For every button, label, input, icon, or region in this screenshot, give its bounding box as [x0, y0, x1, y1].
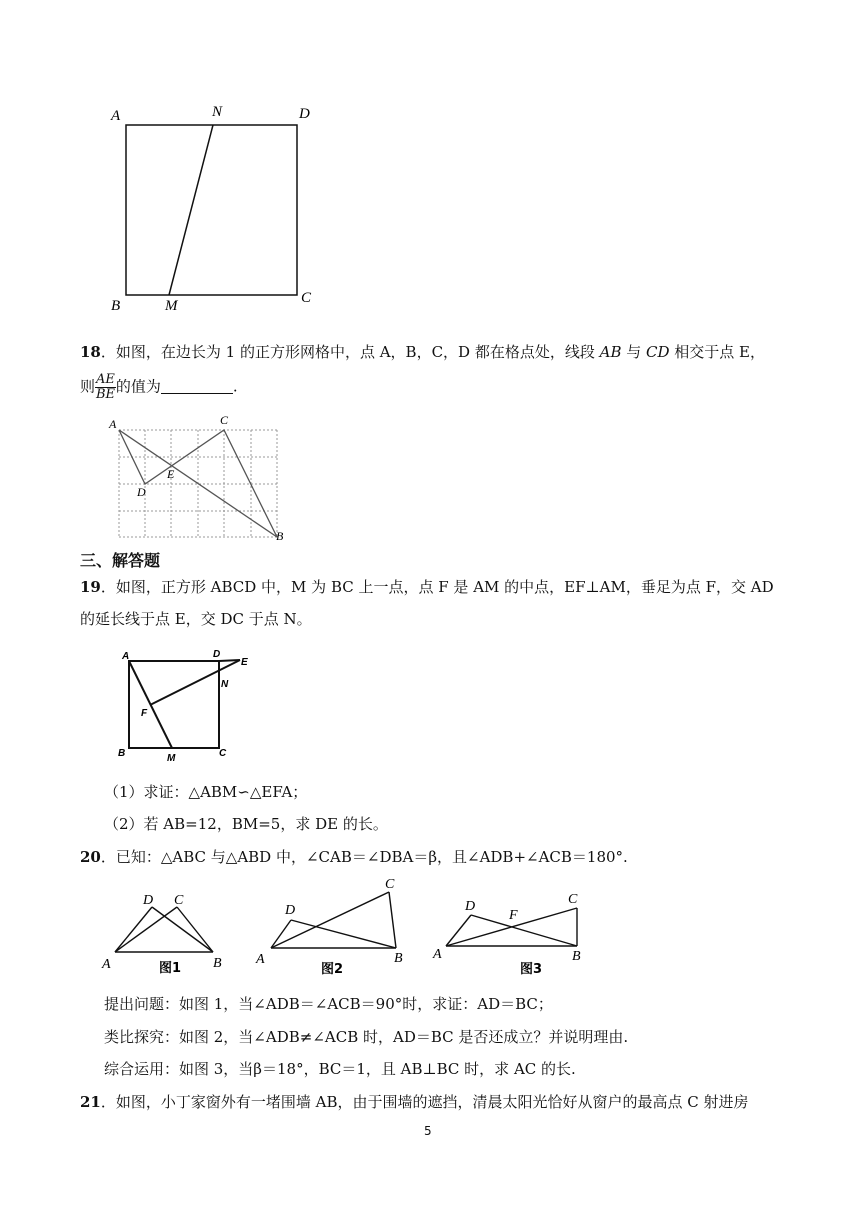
label-d: D	[213, 649, 221, 660]
fig3-label-c: C	[568, 892, 578, 907]
fig1-label-d: D	[143, 893, 154, 908]
triangle-figure-2	[271, 892, 396, 948]
fig2-label-c: C	[385, 878, 395, 892]
section-heading: 三、解答题	[80, 551, 161, 570]
text-end: .	[232, 377, 238, 396]
answer-blank	[161, 379, 233, 394]
question-18-line-2	[80, 373, 238, 402]
fig3-label-a: A	[433, 947, 442, 962]
square-abcd	[129, 661, 219, 748]
label-m: M	[167, 753, 176, 764]
question-19-line-1	[80, 576, 774, 598]
label-n: N	[221, 679, 229, 690]
label-e: E	[241, 657, 248, 668]
label-a: A	[111, 108, 121, 124]
label-a: A	[122, 651, 130, 662]
fig3-caption: 图3	[520, 962, 543, 977]
fig2-label-a: A	[256, 952, 265, 967]
label-c: C	[219, 748, 227, 759]
figure-square-amnd	[100, 98, 330, 318]
question-20-ask: 提出问题：如图 1，当∠ADB＝∠ACB＝90°时，求证：AD＝BC；	[104, 995, 553, 1013]
question-20-apply: 综合运用：如图 3，当β＝18°，BC＝1，且 AB⊥BC 时，求 AC 的长.	[104, 1060, 576, 1078]
label-d: D	[299, 106, 310, 122]
fig1-label-c: C	[174, 893, 184, 908]
question-21-line-1	[80, 1091, 749, 1113]
question-19-line-2: 的延长线于点 E，交 DC 于点 N。	[80, 610, 312, 628]
question-text: ．如图，正方形 ABCD 中，M 为 BC 上一点，点 F 是 AM 的中点，EF⊥AM，垂足为点 F，交 AD	[100, 578, 774, 596]
figure-q20-triangles	[96, 878, 596, 978]
label-m: M	[165, 298, 178, 314]
text-prefix: 则	[80, 377, 96, 396]
page-number: 5	[424, 1124, 432, 1138]
segment-nm	[169, 125, 213, 295]
label-d: D	[137, 485, 146, 499]
question-number: 20	[80, 848, 101, 866]
question-text: ．已知：△ABC 与△ABD 中，∠CAB＝∠DBA＝β，且∠ADB+∠ACB＝180°.	[100, 848, 628, 866]
fig3-label-b: B	[572, 949, 581, 964]
label-a: A	[109, 417, 117, 431]
text-suffix: 的值为	[115, 377, 161, 396]
fig3-label-f: F	[509, 908, 518, 923]
fig3-label-d: D	[465, 899, 476, 914]
question-text: ．如图，小丁家窗外有一堵围墙 AB，由于围墙的遮挡，清晨太阳光恰好从窗户的最高点 C 射进房	[100, 1093, 749, 1111]
label-b: B	[276, 529, 284, 543]
triangle-figure-1	[115, 907, 213, 952]
question-19-part-1: （1）求证：△ABM∽△EFA；	[104, 783, 308, 801]
question-19-part-2: （2）若 AB=12，BM=5，求 DE 的长。	[104, 815, 388, 833]
question-20-analog: 类比探究：如图 2，当∠ADB≠∠ACB 时，AD＝BC 是否还成立？并说明理由.	[104, 1028, 629, 1046]
label-b: B	[111, 298, 121, 314]
label-e: E	[167, 467, 175, 481]
question-number: 18	[80, 343, 101, 361]
square-abcd	[126, 125, 297, 295]
fig2-label-d: D	[285, 903, 296, 918]
label-b: B	[118, 748, 126, 759]
fig1-label-a: A	[102, 957, 111, 972]
label-n: N	[212, 104, 223, 120]
fraction-denominator: BE	[95, 387, 115, 402]
fig1-label-b: B	[213, 956, 222, 971]
label-c: C	[220, 413, 229, 427]
question-number: 21	[80, 1093, 101, 1111]
fraction-numerator: AE	[96, 372, 115, 387]
fraction-ae-be	[95, 373, 116, 402]
question-number: 19	[80, 578, 101, 596]
question-20-line-1	[80, 846, 628, 868]
figure-grid-abcde	[100, 408, 300, 548]
figure-square-abcd-efmn	[112, 645, 262, 770]
fig1-caption: 图1	[159, 961, 182, 976]
fig2-label-b: B	[394, 951, 403, 966]
label-c: C	[301, 290, 312, 306]
segment-de	[219, 660, 240, 661]
question-text: ．如图，在边长为 1 的正方形网格中，点 A，B，C，D 都在格点处，线段 𝐴𝐵 与 𝐶𝐷 相交于点 E，	[100, 343, 766, 361]
question-18-line-1	[80, 341, 765, 363]
label-f: F	[141, 708, 148, 719]
fig2-caption: 图2	[321, 962, 344, 977]
